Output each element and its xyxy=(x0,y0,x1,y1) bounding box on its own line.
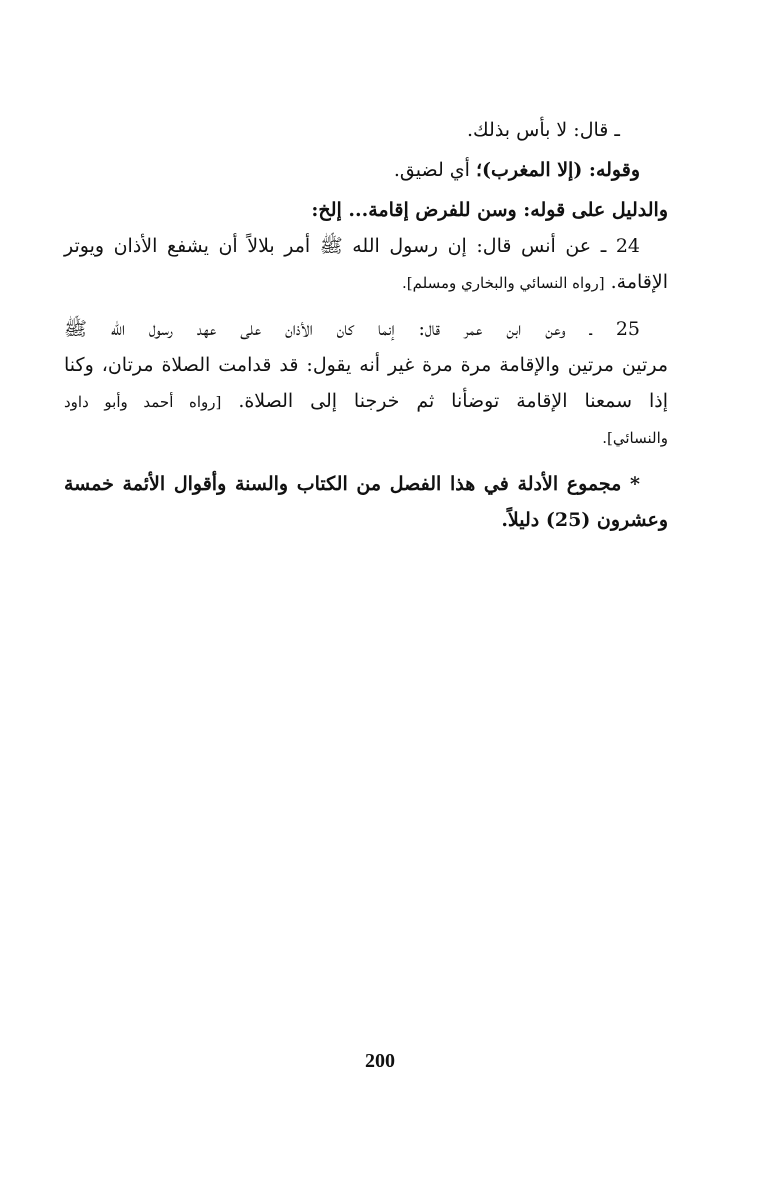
text-line-1: ـ قال: لا بأس بذلك. xyxy=(466,119,620,141)
summary-line-2: وعشرون (25) دليلاً. xyxy=(501,509,668,531)
hadith-25-reference-start: [رواه أحمد وأبو داود xyxy=(64,393,222,411)
summary-line-1: * مجموع الأدلة في هذا الفصل من الكتاب والسنة وأقوال الأئمة خمسة xyxy=(64,473,640,495)
page-body xyxy=(64,112,668,538)
page-number: 200 xyxy=(365,1050,395,1072)
text-line-2 xyxy=(64,152,668,188)
hadith-24-line-2 xyxy=(64,264,668,301)
hadith-25-line-3 xyxy=(64,383,668,420)
text-line-2-bold: وقوله: (إلا المغرب)؛ xyxy=(475,159,640,181)
section-heading: والدليل على قوله: وسن للفرض إقامة... إلخ: xyxy=(311,199,668,221)
hadith-24-reference: [رواه النسائي والبخاري ومسلم]. xyxy=(402,274,605,292)
hadith-25-reference-end: والنسائي]. xyxy=(602,429,668,447)
hadith-25-text-end: إذا سمعنا الإقامة توضأنا ثم خرجنا إلى الصلاة. xyxy=(238,390,668,412)
hadith-24-end: الإقامة. xyxy=(610,271,668,293)
hadith-25-line-2: مرتين مرتين والإقامة مرة مرة غير أنه يقول: قد قدامت الصلاة مرتان، وكنا xyxy=(64,354,668,376)
hadith-24-line-1: 24 ـ عن أنس قال: إن رسول الله ﷺ أمر بلالاً أن يشفع الأذان ويوتر xyxy=(64,235,640,257)
text-line-2-rest: أي لضيق. xyxy=(393,159,476,181)
hadith-25-line-1: 25 ـ وعن ابن عمر قال: إنما كان الأذان على عهد رسول الله ﷺ xyxy=(64,318,640,340)
